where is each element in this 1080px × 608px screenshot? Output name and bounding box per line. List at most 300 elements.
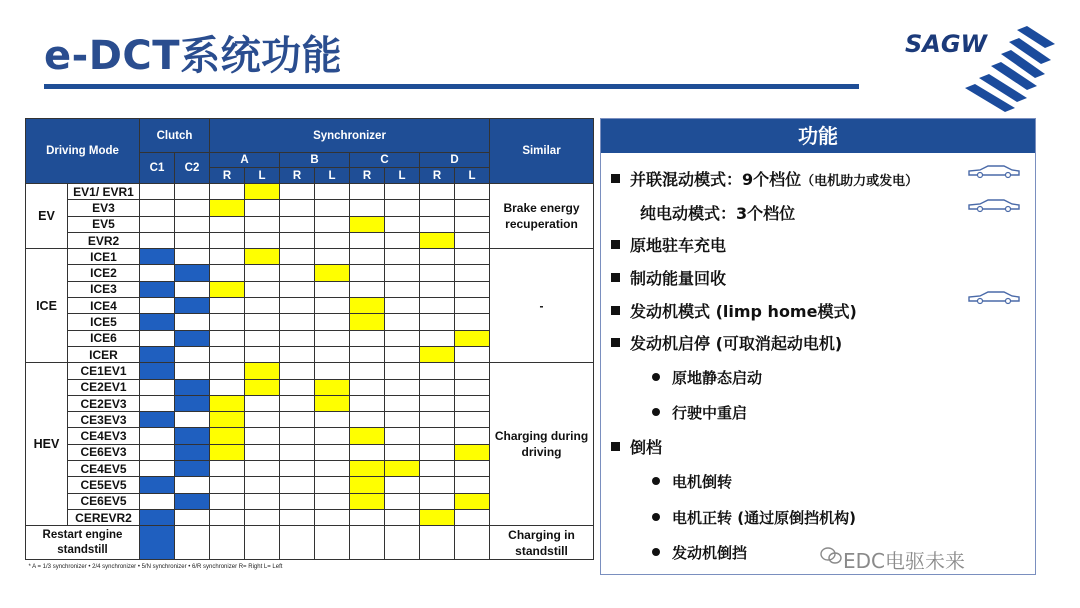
sync-engaged-cell [315, 265, 350, 281]
function-item [652, 507, 856, 528]
sync-engaged-cell [350, 428, 385, 444]
function-item-text: 发动机模式 (limp home模式) [630, 302, 857, 321]
empty-cell [455, 509, 490, 525]
empty-cell [420, 314, 455, 330]
sync-engaged-cell [385, 461, 420, 477]
sync-engaged-cell [350, 314, 385, 330]
function-item [611, 266, 726, 289]
empty-cell [385, 232, 420, 248]
empty-cell [280, 265, 315, 281]
header-c-l: L [385, 168, 420, 184]
square-bullet-icon [611, 338, 620, 347]
empty-cell [420, 493, 455, 509]
header-sync-b: B [280, 153, 350, 168]
empty-cell [455, 314, 490, 330]
empty-cell [245, 509, 280, 525]
function-item [640, 201, 795, 224]
empty-cell [420, 216, 455, 232]
empty-cell [140, 265, 175, 281]
empty-cell [315, 461, 350, 477]
function-item-text: 原地静态启动 [672, 369, 763, 387]
square-bullet-icon [611, 306, 620, 315]
empty-cell [350, 526, 385, 560]
sagw-logo [905, 22, 1065, 122]
sync-engaged-cell [210, 412, 245, 428]
empty-cell [315, 412, 350, 428]
empty-cell [140, 200, 175, 216]
empty-cell [385, 249, 420, 265]
empty-cell [245, 346, 280, 362]
empty-cell [420, 379, 455, 395]
sync-engaged-cell [210, 200, 245, 216]
header-b-l: L [315, 168, 350, 184]
empty-cell [315, 249, 350, 265]
empty-cell [455, 363, 490, 379]
empty-cell [280, 330, 315, 346]
empty-cell [210, 493, 245, 509]
similar-label: Brake energy recuperation [490, 184, 594, 249]
function-item-text: 行驶中重启 [672, 404, 748, 422]
empty-cell [175, 281, 210, 297]
empty-cell [280, 232, 315, 248]
sync-engaged-cell [245, 184, 280, 200]
empty-cell [420, 428, 455, 444]
empty-cell [140, 330, 175, 346]
sync-engaged-cell [315, 379, 350, 395]
empty-cell [280, 379, 315, 395]
mode-name: EV1/ EVR1 [68, 184, 140, 200]
empty-cell [315, 428, 350, 444]
function-item [652, 402, 747, 423]
function-item-text: 制动能量回收 [630, 269, 727, 288]
empty-cell [175, 232, 210, 248]
driving-mode-table-body [26, 184, 594, 574]
empty-cell [385, 216, 420, 232]
empty-cell [210, 330, 245, 346]
empty-cell [385, 200, 420, 216]
header-a-r: R [210, 168, 245, 184]
empty-cell [140, 232, 175, 248]
empty-cell [210, 379, 245, 395]
driving-mode-table-wrap [25, 118, 594, 574]
empty-cell [455, 461, 490, 477]
empty-cell [280, 493, 315, 509]
sync-engaged-cell [455, 493, 490, 509]
mode-name: ICE2 [68, 265, 140, 281]
mode-name: CE5EV5 [68, 477, 140, 493]
empty-cell [350, 379, 385, 395]
mode-name: CE6EV5 [68, 493, 140, 509]
sync-engaged-cell [210, 428, 245, 444]
empty-cell [350, 265, 385, 281]
similar-label: Charging in standstill [490, 526, 594, 560]
empty-cell [175, 216, 210, 232]
empty-cell [315, 216, 350, 232]
function-item-text: 发动机启停 (可取消起动电机) [630, 334, 843, 353]
header-synchronizer: Synchronizer [210, 119, 490, 153]
empty-cell [385, 314, 420, 330]
mode-name: EV3 [68, 200, 140, 216]
empty-cell [245, 526, 280, 560]
group-label: EV [26, 184, 68, 249]
empty-cell [455, 395, 490, 411]
empty-cell [175, 509, 210, 525]
clutch-engaged-cell [140, 412, 175, 428]
empty-cell [315, 281, 350, 297]
clutch-engaged-cell [140, 346, 175, 362]
clutch-engaged-cell [175, 428, 210, 444]
empty-cell [280, 298, 315, 314]
empty-cell [315, 509, 350, 525]
sync-engaged-cell [350, 298, 385, 314]
function-item [652, 542, 747, 563]
empty-cell [140, 428, 175, 444]
sync-engaged-cell [245, 379, 280, 395]
empty-cell [245, 265, 280, 281]
function-item [611, 299, 857, 322]
empty-cell [280, 395, 315, 411]
clutch-engaged-cell [140, 281, 175, 297]
mode-name: CE4EV5 [68, 461, 140, 477]
header-similar: Similar [490, 119, 594, 184]
empty-cell [455, 216, 490, 232]
empty-cell [455, 526, 490, 560]
empty-cell [420, 526, 455, 560]
function-item [611, 331, 842, 354]
empty-cell [175, 526, 210, 560]
mode-name: ICE1 [68, 249, 140, 265]
empty-cell [385, 412, 420, 428]
empty-cell [140, 444, 175, 460]
clutch-engaged-cell [175, 444, 210, 460]
car-icon [966, 197, 1022, 213]
empty-cell [280, 477, 315, 493]
empty-cell [315, 232, 350, 248]
clutch-engaged-cell [175, 379, 210, 395]
function-item [611, 167, 918, 190]
empty-cell [245, 314, 280, 330]
empty-cell [280, 249, 315, 265]
empty-cell [455, 346, 490, 362]
empty-cell [245, 493, 280, 509]
empty-cell [210, 461, 245, 477]
empty-cell [420, 200, 455, 216]
empty-cell [385, 298, 420, 314]
empty-cell [385, 444, 420, 460]
clutch-engaged-cell [175, 330, 210, 346]
empty-cell [175, 412, 210, 428]
mode-name: CEREVR2 [68, 509, 140, 525]
empty-cell [175, 314, 210, 330]
empty-cell [140, 493, 175, 509]
clutch-engaged-cell [140, 509, 175, 525]
similar-label: - [490, 249, 594, 363]
empty-cell [140, 461, 175, 477]
empty-cell [420, 477, 455, 493]
empty-cell [245, 395, 280, 411]
header-d-l: L [455, 168, 490, 184]
empty-cell [350, 200, 385, 216]
function-item [652, 471, 732, 492]
empty-cell [210, 477, 245, 493]
empty-cell [210, 216, 245, 232]
empty-cell [245, 444, 280, 460]
empty-cell [350, 249, 385, 265]
empty-cell [385, 526, 420, 560]
empty-cell [350, 444, 385, 460]
clutch-engaged-cell [175, 265, 210, 281]
empty-cell [420, 330, 455, 346]
empty-cell [210, 232, 245, 248]
empty-cell [175, 477, 210, 493]
empty-cell [175, 184, 210, 200]
empty-cell [210, 363, 245, 379]
empty-cell [140, 379, 175, 395]
sync-engaged-cell [420, 509, 455, 525]
wechat-icon [820, 546, 842, 566]
empty-cell [350, 509, 385, 525]
empty-cell [245, 281, 280, 297]
sync-engaged-cell [245, 363, 280, 379]
clutch-engaged-cell [140, 363, 175, 379]
empty-cell [385, 395, 420, 411]
empty-cell [280, 526, 315, 560]
empty-cell [455, 200, 490, 216]
empty-cell [455, 184, 490, 200]
table-row [26, 526, 594, 560]
mode-name: CE3EV3 [68, 412, 140, 428]
empty-cell [420, 265, 455, 281]
empty-cell [210, 298, 245, 314]
square-bullet-icon [611, 273, 620, 282]
empty-cell [280, 216, 315, 232]
empty-cell [350, 330, 385, 346]
square-bullet-icon [611, 174, 620, 183]
empty-cell [140, 184, 175, 200]
empty-cell [315, 330, 350, 346]
empty-cell [455, 298, 490, 314]
empty-cell [350, 232, 385, 248]
sync-engaged-cell [455, 444, 490, 460]
header-c-r: R [350, 168, 385, 184]
header-clutch: Clutch [140, 119, 210, 153]
empty-cell [385, 477, 420, 493]
empty-cell [420, 395, 455, 411]
mode-name: ICER [68, 346, 140, 362]
table-row [26, 363, 594, 379]
empty-cell [315, 298, 350, 314]
empty-cell [385, 184, 420, 200]
sync-engaged-cell [350, 477, 385, 493]
empty-cell [455, 379, 490, 395]
empty-cell [315, 314, 350, 330]
similar-label: Charging during driving [490, 363, 594, 526]
empty-cell [455, 232, 490, 248]
mode-name: ICE5 [68, 314, 140, 330]
function-item [611, 435, 662, 458]
empty-cell [315, 363, 350, 379]
empty-cell [455, 428, 490, 444]
empty-cell [245, 477, 280, 493]
car-icon [966, 163, 1022, 179]
empty-cell [315, 477, 350, 493]
clutch-engaged-cell [140, 526, 175, 560]
empty-cell [280, 184, 315, 200]
empty-cell [455, 412, 490, 428]
sync-engaged-cell [420, 232, 455, 248]
restart-label: Restart engine standstill [26, 526, 140, 560]
empty-cell [385, 346, 420, 362]
empty-cell [385, 509, 420, 525]
sync-engaged-cell [210, 281, 245, 297]
empty-cell [315, 493, 350, 509]
function-item-text: 纯电动模式：3个档位 [640, 204, 796, 223]
clutch-engaged-cell [175, 461, 210, 477]
empty-cell [455, 281, 490, 297]
header-driving-mode: Driving Mode [26, 119, 140, 184]
mode-name: CE4EV3 [68, 428, 140, 444]
square-bullet-icon [611, 442, 620, 451]
mode-name: ICE6 [68, 330, 140, 346]
empty-cell [385, 330, 420, 346]
empty-cell [350, 363, 385, 379]
empty-cell [245, 428, 280, 444]
empty-cell [420, 412, 455, 428]
title-divider [44, 84, 859, 89]
empty-cell [210, 265, 245, 281]
empty-cell [280, 281, 315, 297]
sync-engaged-cell [455, 330, 490, 346]
page-title: e-DCT系统功能 [44, 33, 343, 79]
empty-cell [280, 346, 315, 362]
function-item-text: 并联混动模式：9个档位 [630, 170, 802, 189]
empty-cell [315, 346, 350, 362]
empty-cell [420, 298, 455, 314]
function-item [611, 233, 726, 256]
empty-cell [420, 461, 455, 477]
empty-cell [455, 249, 490, 265]
empty-cell [210, 184, 245, 200]
function-item-text: 发动机倒挡 [672, 544, 748, 562]
dot-bullet-icon [652, 477, 660, 485]
empty-cell [280, 200, 315, 216]
clutch-engaged-cell [140, 249, 175, 265]
mode-name: CE2EV3 [68, 395, 140, 411]
function-item-text: 电机正转 (通过原倒挡机构) [672, 509, 856, 527]
dot-bullet-icon [652, 513, 660, 521]
sync-engaged-cell [315, 395, 350, 411]
logo-text: SAGW [905, 30, 988, 58]
empty-cell [350, 412, 385, 428]
sync-engaged-cell [245, 249, 280, 265]
mode-name: ICE4 [68, 298, 140, 314]
group-label: HEV [26, 363, 68, 526]
function-item-text: 倒档 [630, 438, 663, 457]
empty-cell [455, 265, 490, 281]
header-sync-c: C [350, 153, 420, 168]
empty-cell [385, 363, 420, 379]
empty-cell [280, 314, 315, 330]
watermark: EDC电驱未来 [843, 549, 966, 573]
car-icon [966, 289, 1022, 305]
header-sync-a: A [210, 153, 280, 168]
empty-cell [315, 444, 350, 460]
empty-cell [175, 363, 210, 379]
empty-cell [350, 184, 385, 200]
mode-name: EVR2 [68, 232, 140, 248]
empty-cell [140, 298, 175, 314]
sync-engaged-cell [210, 444, 245, 460]
empty-cell [315, 526, 350, 560]
empty-cell [420, 444, 455, 460]
header-d-r: R [420, 168, 455, 184]
empty-cell [315, 184, 350, 200]
empty-cell [420, 281, 455, 297]
function-item-text: 电机倒转 [672, 473, 733, 491]
clutch-engaged-cell [140, 477, 175, 493]
dot-bullet-icon [652, 373, 660, 381]
clutch-engaged-cell [175, 395, 210, 411]
empty-cell [280, 363, 315, 379]
empty-cell [245, 200, 280, 216]
table-footnote: * A = 1/3 synchronizer • 2/4 synchronizer • 5/N synchronizer • 6/R synchronizer R= Right L= Left [28, 563, 283, 570]
sync-engaged-cell [420, 346, 455, 362]
empty-cell [385, 428, 420, 444]
empty-cell [210, 314, 245, 330]
empty-cell [175, 249, 210, 265]
empty-cell [210, 346, 245, 362]
dot-bullet-icon [652, 548, 660, 556]
function-item-note: （电机助力或发电） [801, 174, 919, 189]
empty-cell [280, 412, 315, 428]
empty-cell [385, 265, 420, 281]
empty-cell [175, 346, 210, 362]
clutch-engaged-cell [175, 298, 210, 314]
clutch-engaged-cell [140, 314, 175, 330]
empty-cell [210, 509, 245, 525]
empty-cell [140, 216, 175, 232]
empty-cell [140, 395, 175, 411]
driving-mode-table [25, 118, 594, 574]
header-c1: C1 [140, 153, 175, 184]
sync-engaged-cell [350, 493, 385, 509]
mode-name: ICE3 [68, 281, 140, 297]
empty-cell [455, 477, 490, 493]
mode-name: CE6EV3 [68, 444, 140, 460]
sync-engaged-cell [350, 461, 385, 477]
empty-cell [245, 232, 280, 248]
empty-cell [280, 461, 315, 477]
square-bullet-icon [611, 240, 620, 249]
empty-cell [420, 363, 455, 379]
mode-name: CE1EV1 [68, 363, 140, 379]
empty-cell [350, 281, 385, 297]
empty-cell [385, 493, 420, 509]
empty-cell [280, 444, 315, 460]
dot-bullet-icon [652, 408, 660, 416]
empty-cell [420, 184, 455, 200]
table-row [26, 184, 594, 200]
sync-engaged-cell [350, 216, 385, 232]
mode-name: CE2EV1 [68, 379, 140, 395]
empty-cell [420, 249, 455, 265]
empty-cell [210, 249, 245, 265]
empty-cell [385, 379, 420, 395]
empty-cell [315, 200, 350, 216]
function-item-text: 原地驻车充电 [630, 236, 727, 255]
empty-cell [350, 395, 385, 411]
header-a-l: L [245, 168, 280, 184]
